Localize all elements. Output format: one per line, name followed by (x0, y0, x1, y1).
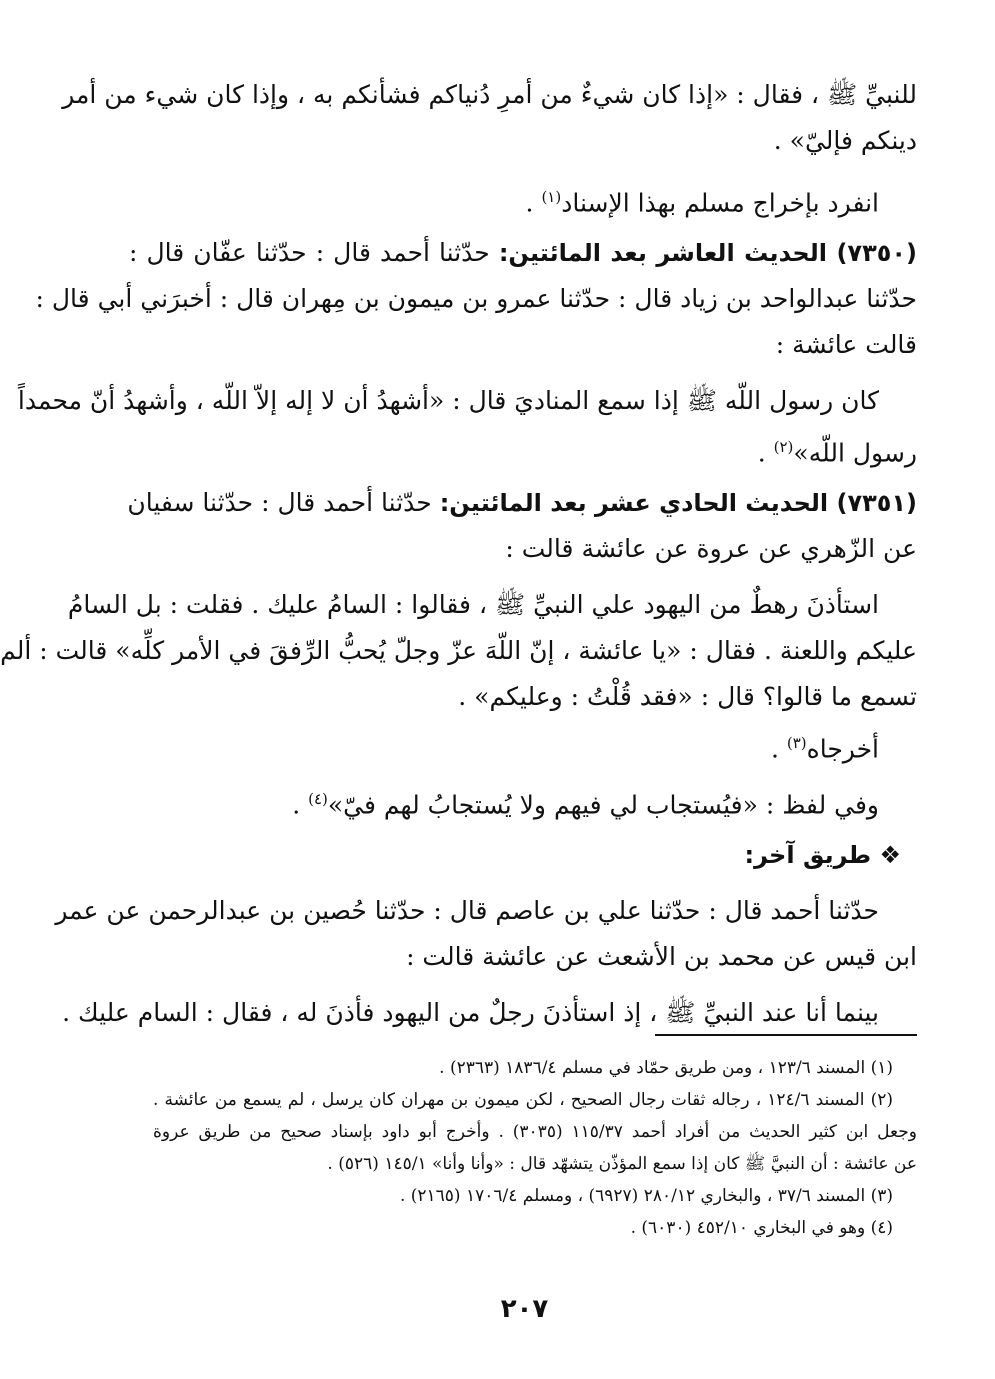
text-run: وفي لفظ : «فيُستجاب لي فيهم ولا يُستجابُ لهم فيّ» (327, 790, 879, 820)
footnote-line: (٣) المسند ٣٧/٦ ، والبخاري ٢٨٠/١٢ (٦٩٢٧) ، ومسلم ١٧٠٦/٤ (٢١٦٥) . (399, 1186, 893, 1206)
footnote-line: (١) المسند ١٢٣/٦ ، ومن طريق حمّاد في مسلم ١٨٣٦/٤ (٢٣٦٣) . (439, 1058, 893, 1078)
text-line: تسمع ما قالوا؟ قال : «فقد قُلْتُ : وعليكم» . (458, 682, 917, 711)
text-run: انفرد بإخراج مسلم بهذا الإسناد (561, 188, 879, 218)
text-run: حدّثنا أحمد قال : حدّثنا سفيان (127, 488, 440, 517)
text-line (129, 424, 917, 470)
paragraph-gap (129, 980, 917, 990)
paragraph-gap (129, 766, 917, 776)
text-line: كان رسول اللّه ﷺ إذا سمع المناديَ قال : «أشهدُ أن لا إله إلاّ اللّه ، وأشهدُ أنّ محمداً (17, 386, 879, 415)
text-line (129, 174, 917, 220)
text-run: . (770, 734, 787, 764)
text-run: أخرجاه (806, 734, 879, 764)
paragraph-gap (129, 822, 917, 832)
text-line: حدّثنا أحمد قال : حدّثنا علي بن عاصم قال : حدّثنا حُصين بن عبدالرحمن عن عمر (55, 896, 879, 925)
footnote-ref: (٣) (786, 734, 807, 752)
text-line: قالت عائشة : (775, 330, 917, 359)
footnote-line: (٤) وهو في البخاري ٤٥٢/١٠ (٦٠٣٠) . (630, 1218, 893, 1238)
hadith-heading-7351 (129, 480, 917, 526)
footnote-ref: (٤) (308, 790, 328, 808)
paragraph-gap (129, 368, 917, 378)
paragraph-gap (129, 470, 917, 480)
footnote-line: عن عائشة : أن النبيَّ ﷺ كان إذا سمع المؤذّن يتشهّد قال : «وأنا وأنا» ١٤٥/١ (٥٢٦) . (327, 1154, 917, 1174)
footnote-line: وجعل ابن كثير الحديث من أفراد أحمد ١١٥/٣٧ (٣٠٣٥) . وأخرج أبو داود بإسناد صحيح من طريق عروة (153, 1122, 917, 1142)
paragraph-gap (129, 878, 917, 888)
paragraph-gap (129, 220, 917, 230)
text-line (129, 720, 917, 766)
hadith-label: (٧٣٥٠) الحديث العاشر بعد المائتين: (498, 239, 917, 267)
page-number: ٢٠٧ (500, 1294, 549, 1324)
text-line: للنبيِّ ﷺ ، فقال : «إذا كان شيءٌ من أمرِ دُنياكم فشأنكم به ، وإذا كان شيء من أمر (62, 80, 917, 109)
footnote-divider (655, 1034, 917, 1036)
footnote-line: (٢) المسند ١٢٤/٦ ، رجاله ثقات رجال الصحيح ، لكن ميمون بن مهران كان يرسل ، لم يسمع من عائشة . (153, 1090, 893, 1110)
text-run: حدّثنا أحمد قال : حدّثنا عفّان قال : (129, 238, 499, 267)
hadith-heading-7350 (129, 230, 917, 276)
text-line: عن الزّهري عن عروة عن عائشة قالت : (505, 534, 917, 563)
text-line: استأذنَ رهطٌ من اليهود علي النبيِّ ﷺ ، فقالوا : السامُ عليك . فقلت : بل السامُ (67, 590, 879, 619)
footnotes (153, 1052, 917, 1244)
text-line: بينما أنا عند النبيِّ ﷺ ، إذ استأذنَ رجلٌ من اليهود فأذنَ له ، فقال : السام عليك . (62, 998, 879, 1027)
page-body (0, 72, 917, 1036)
section-title: ❖ طريق آخر: (744, 841, 901, 869)
text-line: حدّثنا عبدالواحد بن زياد قال : حدّثنا عمرو بن ميمون بن مِهران قال : أخبرَني أبي قال : (35, 284, 917, 313)
text-line: عليكم واللعنة . فقال : «يا عائشة ، إنّ اللّهَ عزّ وجلّ يُحبُّ الرِّفقَ في الأمر كلِّه» قالت : ألم (0, 636, 917, 665)
paragraph-gap (129, 164, 917, 174)
footnote-ref: (٢) (773, 438, 794, 456)
paragraph-gap (129, 572, 917, 582)
text-run: رسول اللّه» (793, 438, 917, 468)
text-line: ابن قيس عن محمد بن الأشعث عن عائشة قالت : (406, 942, 917, 971)
text-run: . (292, 790, 309, 820)
text-run: . (757, 438, 774, 468)
text-line (129, 776, 917, 822)
text-line: دينكم فإليّ» . (773, 126, 917, 155)
footnote-ref: (١) (541, 188, 562, 206)
hadith-label: (٧٣٥١) الحديث الحادي عشر بعد المائتين: (439, 489, 917, 517)
text-run: . (525, 188, 542, 218)
